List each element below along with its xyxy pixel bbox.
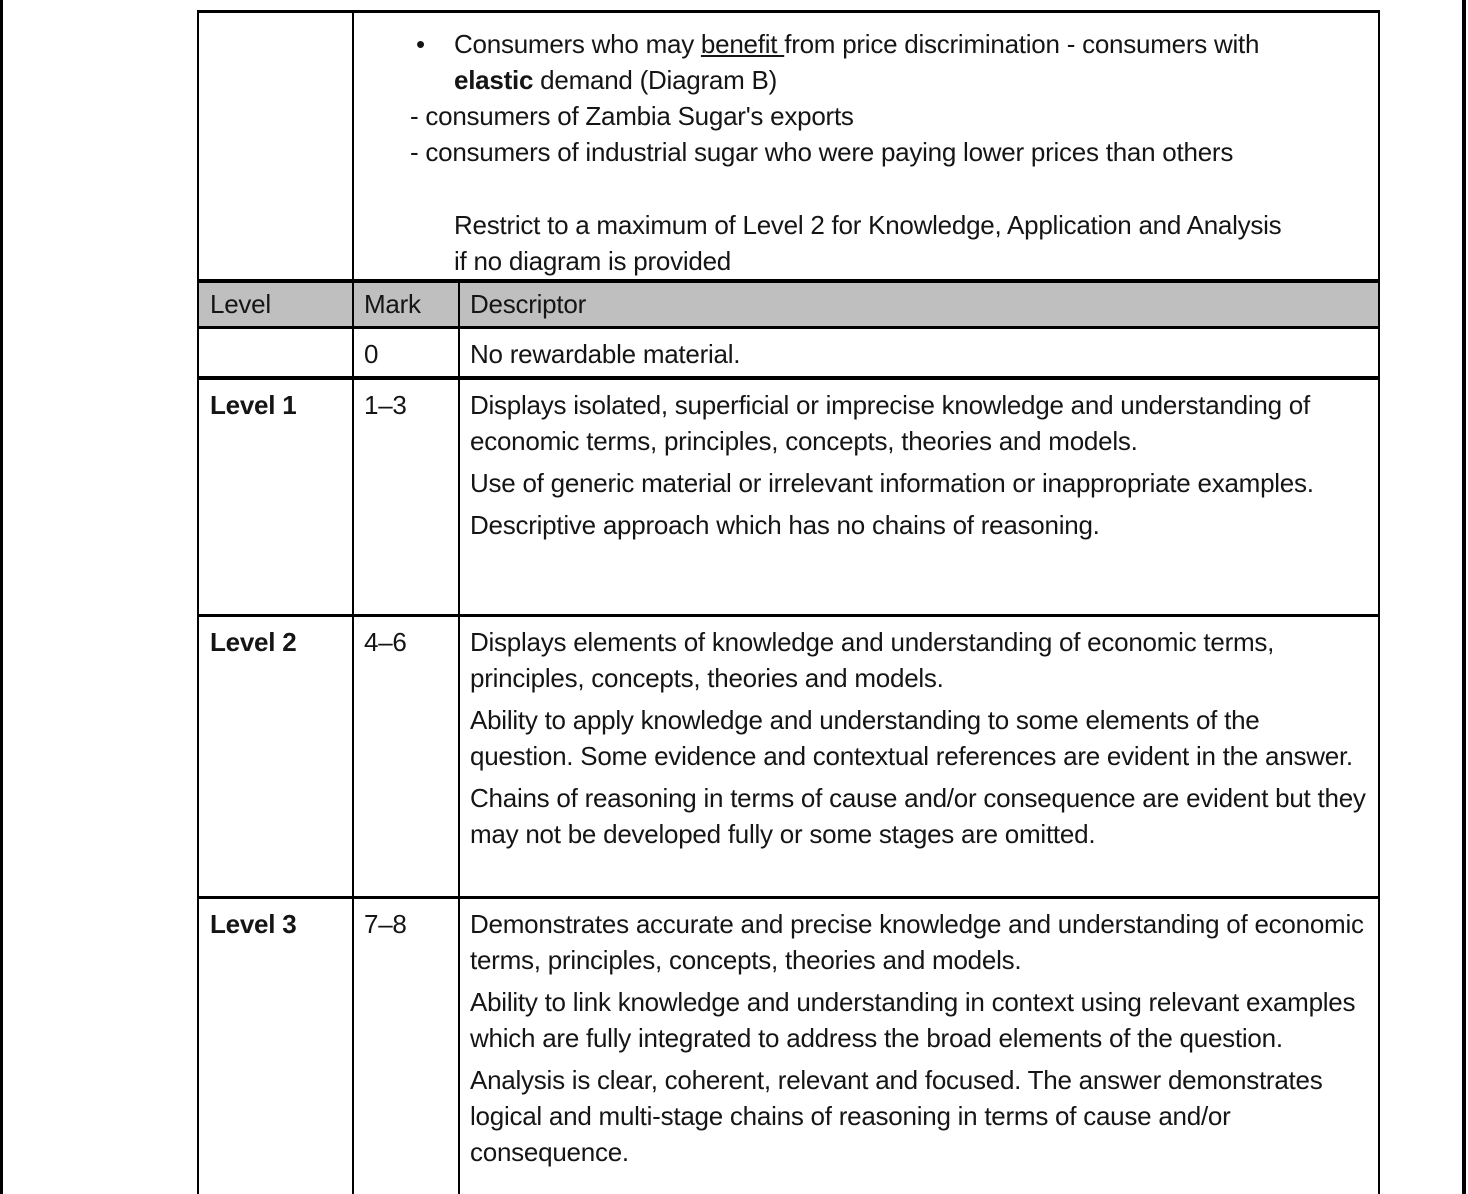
descriptor-cell [459, 378, 1379, 615]
bullet-item [410, 26, 1345, 98]
header-mark: Mark [353, 281, 459, 328]
bullet-text-seg1: Consumers who may [454, 29, 701, 59]
restriction-note: Restrict to a maximum of Level 2 for Knowledge, Application and Analysis if no diagram is provided [454, 210, 1282, 276]
bullet-text-underlined: benefit [700, 29, 785, 59]
bullet-text-bold: elastic [454, 65, 534, 95]
mark-value: 0 [353, 328, 459, 379]
level-label: Level 3 [198, 897, 353, 1194]
mark-row-level1 [198, 378, 1379, 615]
descriptor-paragraph: Use of generic material or irrelevant information or inappropriate examples. [470, 468, 1314, 498]
level-label: Level 1 [198, 378, 353, 615]
page-border-right [1462, 0, 1466, 1194]
descriptor-paragraph: Analysis is clear, coherent, relevant and focused. The answer demonstrates logical and multi-stage chains of reasoning in terms of cause and/or consequence. [470, 1064, 1323, 1167]
level-cell-empty [198, 328, 353, 379]
mark-row-level3 [198, 897, 1379, 1194]
indicative-content-row [198, 12, 1379, 282]
descriptor-cell [459, 328, 1379, 379]
level-label: Level 2 [198, 615, 353, 897]
descriptor-paragraph: Displays elements of knowledge and understanding of economic terms, principles, concepts, theories and models. [470, 626, 1275, 693]
table-header-row [198, 281, 1379, 328]
bullet-text-seg2: from price discrimination - consumers with [784, 29, 1260, 59]
descriptor-paragraph: No rewardable material. [470, 339, 741, 369]
descriptor-paragraph: Ability to link knowledge and understanding in context using relevant examples which are fully integrated to address the broad elements of the question. [470, 986, 1356, 1053]
mark-scheme-table [197, 10, 1380, 1194]
indicative-content-cell [353, 12, 1379, 282]
level-cell-empty [198, 12, 353, 282]
header-descriptor: Descriptor [459, 281, 1379, 328]
header-level: Level [198, 281, 353, 328]
mark-row-level2 [198, 615, 1379, 897]
descriptor-cell [459, 615, 1379, 897]
descriptor-paragraph: Displays isolated, superficial or imprecise knowledge and understanding of economic terms, principles, concepts, theories and models. [470, 390, 1310, 456]
mark-value: 4–6 [353, 615, 459, 897]
page-border-left [0, 0, 3, 1194]
descriptor-paragraph: Demonstrates accurate and precise knowledge and understanding of economic terms, principles, concepts, theories and models. [470, 908, 1364, 975]
descriptor-paragraph: Descriptive approach which has no chains of reasoning. [470, 510, 1100, 540]
mark-value: 1–3 [353, 378, 459, 615]
dash-item-2: - consumers of industrial sugar who were paying lower prices than others [410, 137, 1234, 167]
bullet-text [454, 26, 1345, 98]
descriptor-paragraph: Chains of reasoning in terms of cause and/or consequence are evident but they may not be developed fully or some stages are omitted. [470, 782, 1366, 849]
mark-row-zero [198, 328, 1379, 379]
dash-item-1: - consumers of Zambia Sugar's exports [410, 101, 854, 131]
mark-value: 7–8 [353, 897, 459, 1194]
descriptor-cell [459, 897, 1379, 1194]
descriptor-paragraph: Ability to apply knowledge and understanding to some elements of the question. Some evidence and contextual references are evident in the answer. [470, 704, 1353, 771]
bullet-text-seg3: demand (Diagram B) [533, 65, 777, 95]
bullet-icon: • [416, 29, 425, 59]
